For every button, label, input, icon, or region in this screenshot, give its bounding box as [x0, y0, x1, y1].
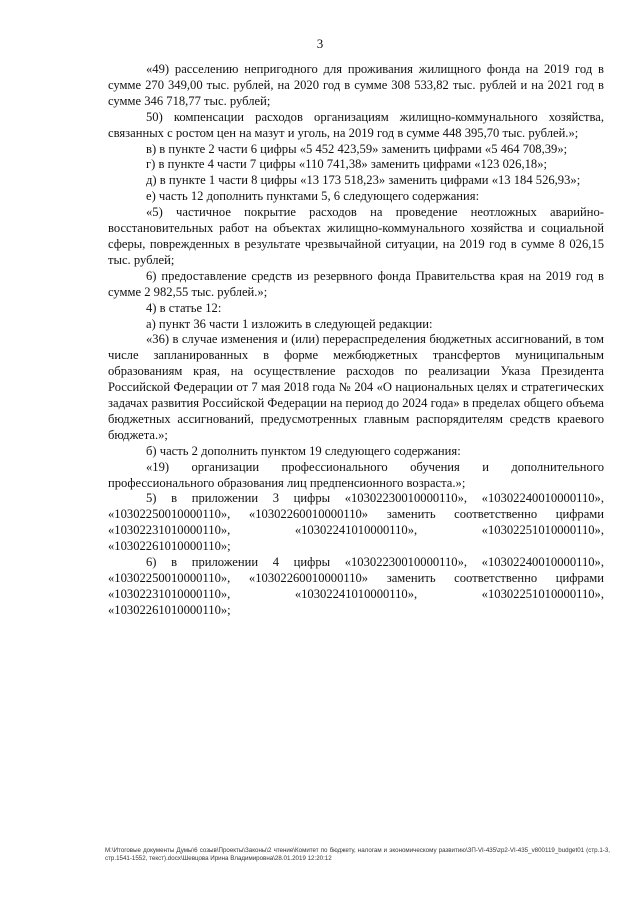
paragraph-b: б) часть 2 дополнить пунктом 19 следующего содержания:	[146, 443, 461, 458]
paragraph-d: д) в пункте 1 части 8 цифры «13 173 518,23» заменить цифрами «13 184 526,93»;	[146, 173, 581, 188]
paragraph-36: «36) в случае изменения и (или) перераспределения бюджетных ассигнований, в том числе запланированных в форме межбюджетных трансфертов муниципальным образованиям края, на осуществление расходов по реализации Указа Президента Российской Федерации от 7 мая 2018 года № 204 «О национальных целях и стратегических задачах развития Российской Федерации на период до 2024 года» в пределах общего объема бюджетных ассигнований, предусмотренных главным распорядителям средств краевого бюджета.»;	[108, 332, 604, 442]
paragraph-6: 6) предоставление средств из резервного фонда Правительства края на 2019 год в сумме 2 982,55 тыс. рублей.»;	[108, 268, 604, 299]
page-number: 3	[316, 36, 324, 51]
paragraph-appendix-3: 5) в приложении 3 цифры «10302230010000110», «10302240010000110», «10302250010000110», «10302260010000110» заменить соответственно цифрами «10302231010000110», «10302241010000110», «10302251010000110», «10302261010000110»;	[108, 491, 604, 554]
paragraph-e: е) часть 12 дополнить пунктами 5, 6 следующего содержания:	[146, 189, 480, 204]
paragraph-5: «5) частичное покрытие расходов на проведение неотложных аварийно-восстановительных работ на объектах жилищно-коммунального хозяйства и социальной сферы, поврежденных в результате чрезвычайной ситуации, на 2019 год в сумме 8 026,15 тыс. рублей;	[108, 205, 604, 267]
paragraph-50: 50) компенсации расходов организациям жилищно-коммунального хозяйства, связанных с ростом цен на мазут и уголь, на 2019 год в сумме 448 395,70 тыс. рублей.»;	[108, 109, 604, 140]
document-body	[108, 62, 604, 619]
paragraph-19: «19) организации профессионального обучения и дополнительного профессионального образования лиц предпенсионного возраста.»;	[108, 459, 604, 490]
paragraph-49: «49) расселению непригодного для проживания жилищного фонда на 2019 год в сумме 270 349,00 тыс. рублей, на 2020 год в сумме 308 533,82 тыс. рублей и на 2021 год в сумме 346 718,77 тыс. рублей;	[108, 62, 604, 108]
file-path-footer: M:\Итоговые документы Думы\6 созыв\Проекты\Законы\2 чтение\Комитет по бюджету, налогам и экономическому развитию\ЗП-VI-435\zp2-VI-435_v800119_budget01 (стр.1-3, стр.1541-1552, текст).docx\Шевцова Ирина Владимировна\28.01.2019 12:20:12	[105, 847, 610, 862]
paragraph-v: в) в пункте 2 части 6 цифры «5 452 423,59» заменить цифрами «5 464 708,39»;	[146, 141, 568, 156]
paragraph-a: а) пункт 36 части 1 изложить в следующей редакции:	[146, 316, 433, 331]
paragraph-article-12: 4) в статье 12:	[146, 300, 222, 315]
paragraph-g: г) в пункте 4 части 7 цифры «110 741,38» заменить цифрами «123 026,18»;	[146, 157, 548, 172]
paragraph-appendix-4: 6) в приложении 4 цифры «10302230010000110», «10302240010000110», «10302250010000110», «10302260010000110» заменить соответственно цифрами «10302231010000110», «10302241010000110», «10302251010000110», «10302261010000110»;	[108, 555, 604, 617]
